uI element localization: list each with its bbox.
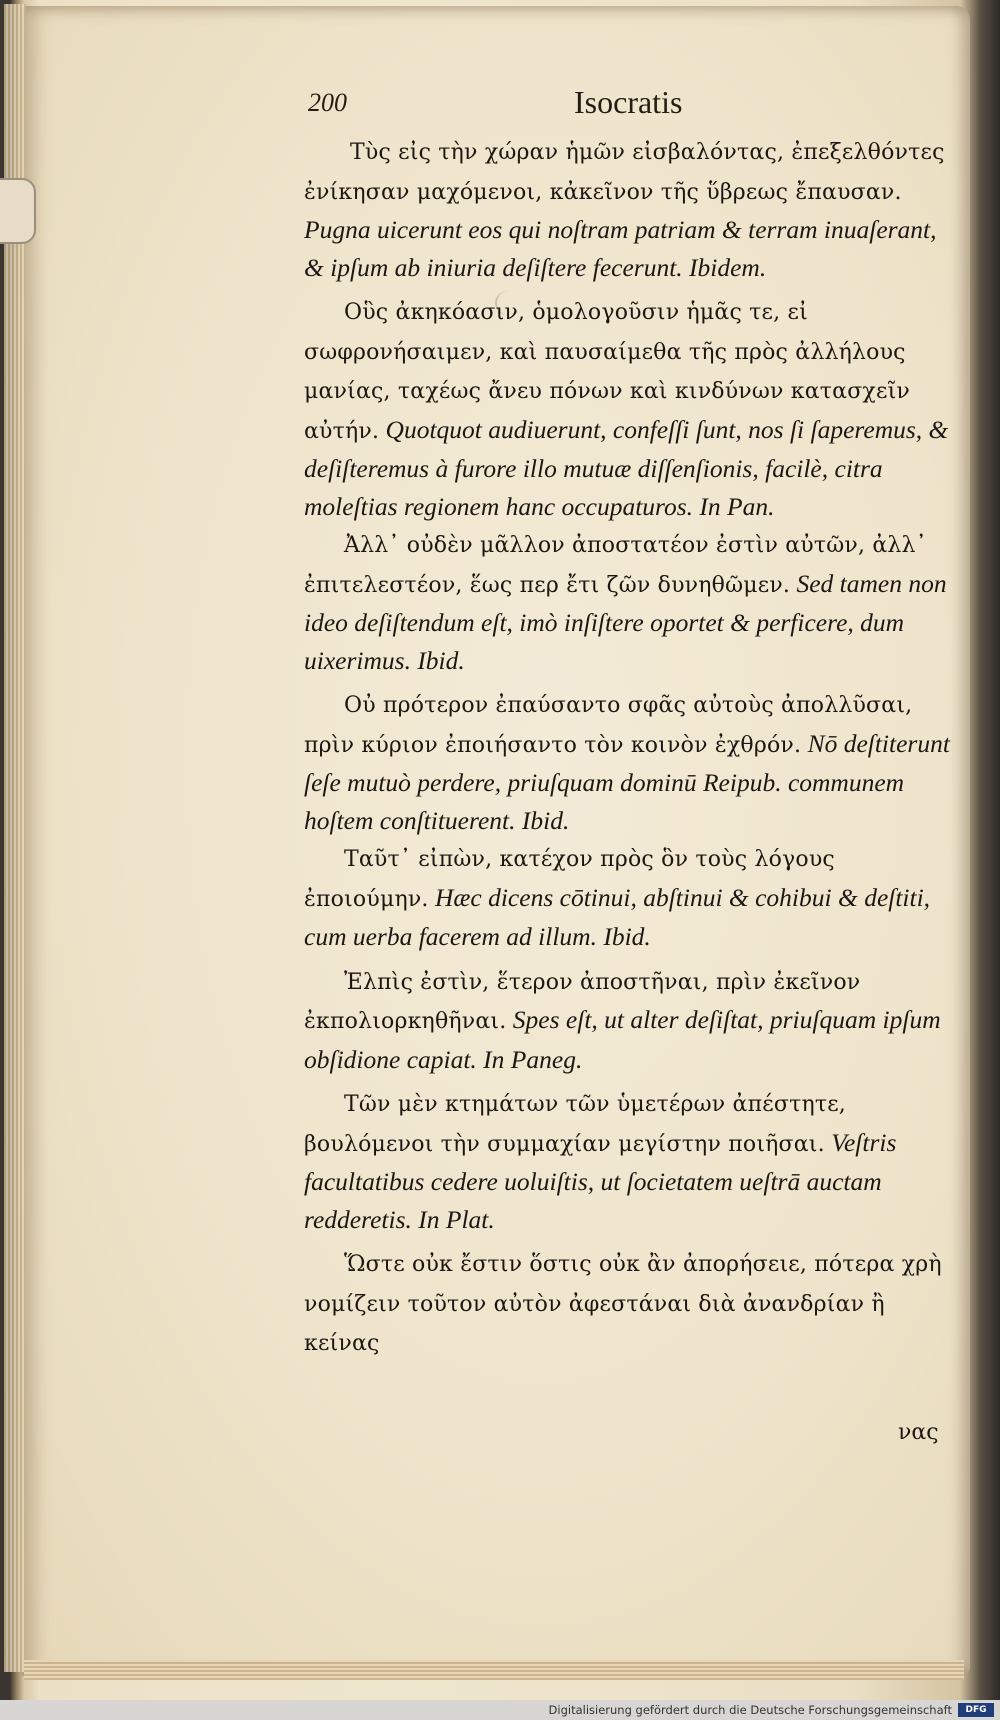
catchword: νας	[898, 1420, 939, 1445]
greek-text: Ἀλλ᾽ οὐδὲν μᾶλλον ἀποστατέον ἐστὶν αὐτῶν, ἀλλ᾽ ἐπιτελεστέον, ἕως περ ἔτι ζῶν δυνηθῶμεν.	[304, 533, 927, 598]
paragraph	[304, 685, 954, 839]
paragraph	[304, 292, 954, 525]
latin-text: Sed tamen non ideo deſiſtendum eſt, imò inſiſtere oportet & perficere, dum uixerimus. Ibid.	[304, 568, 947, 675]
page-text	[304, 132, 954, 1363]
footer-credit: Digitalisierung gefördert durch die Deutsche Forschungsgemeinschaft	[548, 1703, 952, 1717]
greek-text: Τῶν μὲν κτημάτων τῶν ὑμετέρων ἀπέστητε, βουλόμενοι τὴν συμμαχίαν μεγίστην ποιῆσαι.	[304, 1092, 846, 1157]
paragraph	[304, 1244, 954, 1363]
greek-text: Οὐ πρότερον ἐπαύσαντο σφᾶς αὐτοὺς ἀπολλῦσαι, πρὶν κύριον ἐποιήσαντο τὸν κοινὸν ἐχθρόν.	[304, 693, 913, 758]
paragraph	[304, 839, 954, 956]
greek-text: Ταῦτ᾽ εἰπὼν, κατέχον πρὸς ὃν τοὺς λόγους ἐποιούμην.	[304, 847, 835, 912]
greek-text: Τὺς εἰς τὴν χώραν ἡμῶν εἰσβαλόντας, ἐπεξελθόντες ἐνίκησαν μαχόμενοι, κἀκεῖνον τῆς ὕβρεως ἔπαυσαν.	[304, 140, 945, 205]
page-bottom-edge	[24, 1660, 964, 1680]
page-edges	[4, 4, 26, 1672]
latin-text: Veſtris facultatibus cedere uoluiſtis, ut ſocietatem ueſtrā auctam redderetis. In Plat.	[304, 1127, 897, 1234]
bookmark-tab	[0, 178, 36, 244]
paragraph	[304, 962, 954, 1079]
page-number: 200	[308, 88, 347, 117]
greek-text: Οὓς ἀκηκόασιν, ὁμολογοῦσιν ἡμᾶς τε, εἰ σωφρονήσαιμεν, καὶ παυσαίμεθα τῆς πρὸς ἀλλήλους μανίας, ταχέως ἄνευ πόνων καὶ κινδύνων κατασχεῖν αὐτήν.	[304, 300, 910, 444]
paragraph	[304, 132, 954, 286]
latin-text: Spes eſt, ut alter deſiſtat, priuſquam ipſum obſidione capiat. In Paneg.	[304, 1005, 941, 1074]
latin-text: Nō deſtiterunt ſeſe mutuò perdere, priuſquam dominū Reipub. communem hoſtem conſtituerent. Ibid.	[304, 728, 950, 835]
digitization-footer	[0, 1700, 1000, 1720]
dfg-logo-icon: DFG	[958, 1703, 994, 1717]
latin-text: Quotquot audiuerunt, confeſſi ſunt, nos ſi ſaperemus, & deſiſteremus à furore illo mutuæ diſſenſionis, facilè, citra moleſtias regionem hanc occupaturos. In Pan.	[304, 414, 949, 521]
page-header	[308, 84, 908, 124]
running-head: Isocratis	[574, 84, 683, 120]
latin-text: Pugna uicerunt eos qui noſtram patriam & terram inuaſerant, & ipſum ab iniuria deſiſtere fecerunt. Ibidem.	[304, 215, 937, 282]
greek-text: Ὥστε οὐκ ἔστιν ὅστις οὐκ ἂν ἀπορήσειε, πότερα χρὴ νομίζειν τοῦτον αὐτὸν ἀφεστάναι διὰ ἀνανδρίαν ἢ κείνας	[304, 1252, 942, 1356]
greek-text: Ἐλπὶς ἐστὶν, ἕτερον ἀποστῆναι, πρὶν ἐκεῖνον ἐκπολιορκηθῆναι.	[304, 969, 861, 1034]
latin-text: Hæc dicens cōtinui, abſtinui & cohibui & deſtiti, cum uerba facerem ad illum. Ibid.	[304, 882, 931, 951]
paragraph	[304, 1084, 954, 1238]
paragraph	[304, 525, 954, 679]
